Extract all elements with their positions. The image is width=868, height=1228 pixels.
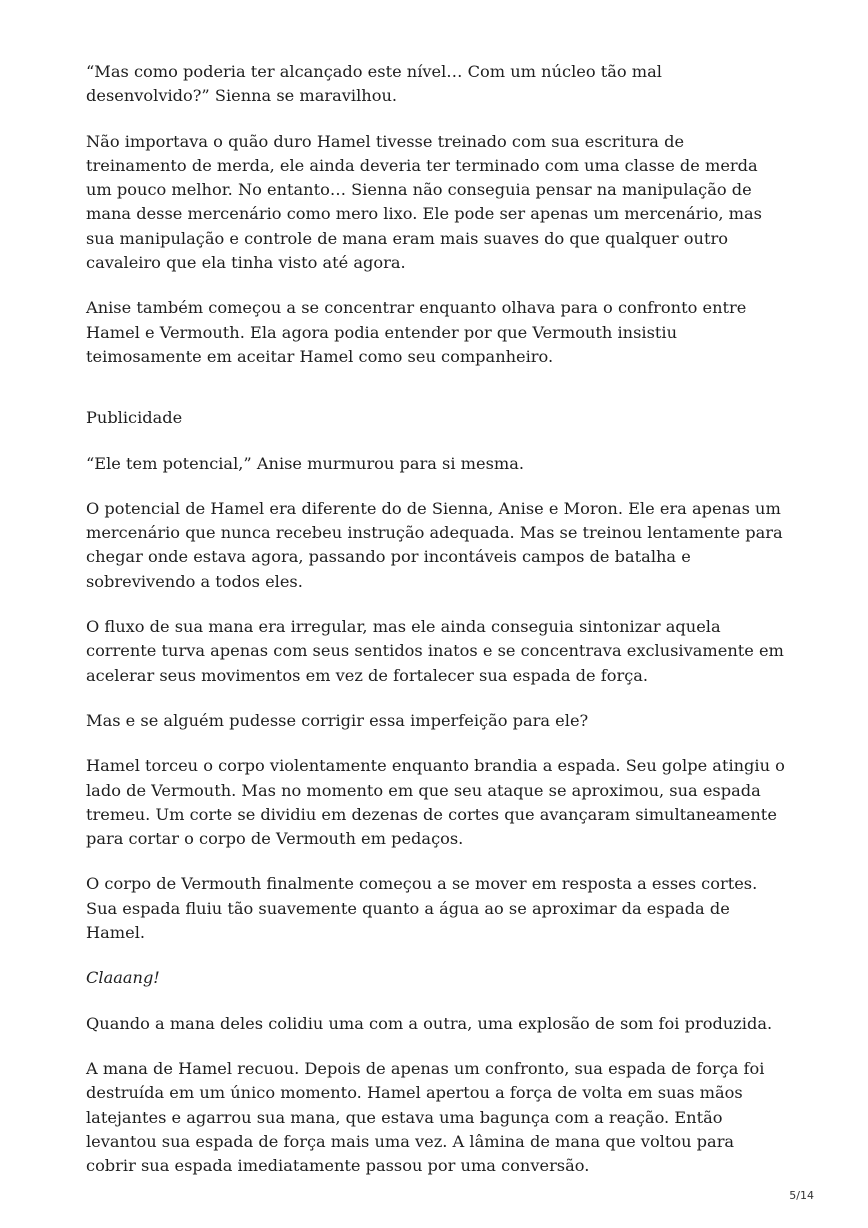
paragraph: Anise também começou a se concentrar enquanto olhava para o confronto entre Hamel e Vermouth. Ela agora podia entender por que Vermouth insistiu teimosamente em aceitar Hamel como seu companheiro. [86, 298, 747, 366]
sound-effect: Claaang! [86, 968, 160, 988]
paragraph: Quando a mana deles colidiu uma com a outra, uma explosão de som foi produzida. [86, 1013, 773, 1033]
paragraph: O fluxo de sua mana era irregular, mas ele ainda conseguia sintonizar aquela corrente turva apenas com seus sentidos inatos e se concentrava exclusivamente em acelerar seus movimentos em vez de fortalecer sua espada de força. [86, 617, 784, 685]
paragraph: A mana de Hamel recuou. Depois de apenas um confronto, sua espada de força foi destruída em um único momento. Hamel apertou a força de volta em suas mãos latejantes e agarrou sua mana, que estava uma bagunça com a reação. Então levantou sua espada de força mais uma vez. A lâmina de mana que voltou para cobrir sua espada imediatamente passou por uma conversão. [86, 1058, 765, 1176]
document-page [86, 60, 786, 1199]
paragraph: Hamel torceu o corpo violentamente enquanto brandia a espada. Seu golpe atingiu o lado de Vermouth. Mas no momento em que seu ataque se aproximou, sua espada tremeu. Um corte se dividiu em dezenas de cortes que avançaram simultaneamente para cortar o corpo de Vermouth em pedaços. [86, 756, 785, 849]
paragraph: O corpo de Vermouth finalmente começou a se mover em resposta a esses cortes. Sua espada fluiu tão suavemente quanto a água ao se aproximar da espada de Hamel. [86, 874, 758, 943]
paragraph: O potencial de Hamel era diferente do de Sienna, Anise e Moron. Ele era apenas um mercenário que nunca recebeu instrução adequada. Mas se treinou lentamente para chegar onde estava agora, passando por incontáveis campos de batalha e sobrevivendo a todos eles. [86, 498, 783, 591]
paragraph: Mas e se alguém pudesse corrigir essa imperfeição para ele? [86, 710, 589, 730]
advertisement-label: Publicidade [86, 408, 183, 428]
page-number: 5/14 [789, 1189, 814, 1202]
paragraph: Não importava o quão duro Hamel tivesse treinado com sua escritura de treinamento de merda, ele ainda deveria ter terminado com uma classe de merda um pouco melhor. No entanto… Sienna não conseguia pensar na manipulação de mana desse mercenário como mero lixo. Ele pode ser apenas um mercenário, mas sua manipulação e controle de mana eram mais suaves do que qualquer outro cavaleiro que ela tinha visto até agora. [86, 131, 762, 273]
paragraph: “Ele tem potencial,” Anise murmurou para si mesma. [86, 453, 525, 473]
paragraph: “Mas como poderia ter alcançado este nível… Com um núcleo tão mal desenvolvido?” Sienna se maravilhou. [86, 62, 662, 106]
